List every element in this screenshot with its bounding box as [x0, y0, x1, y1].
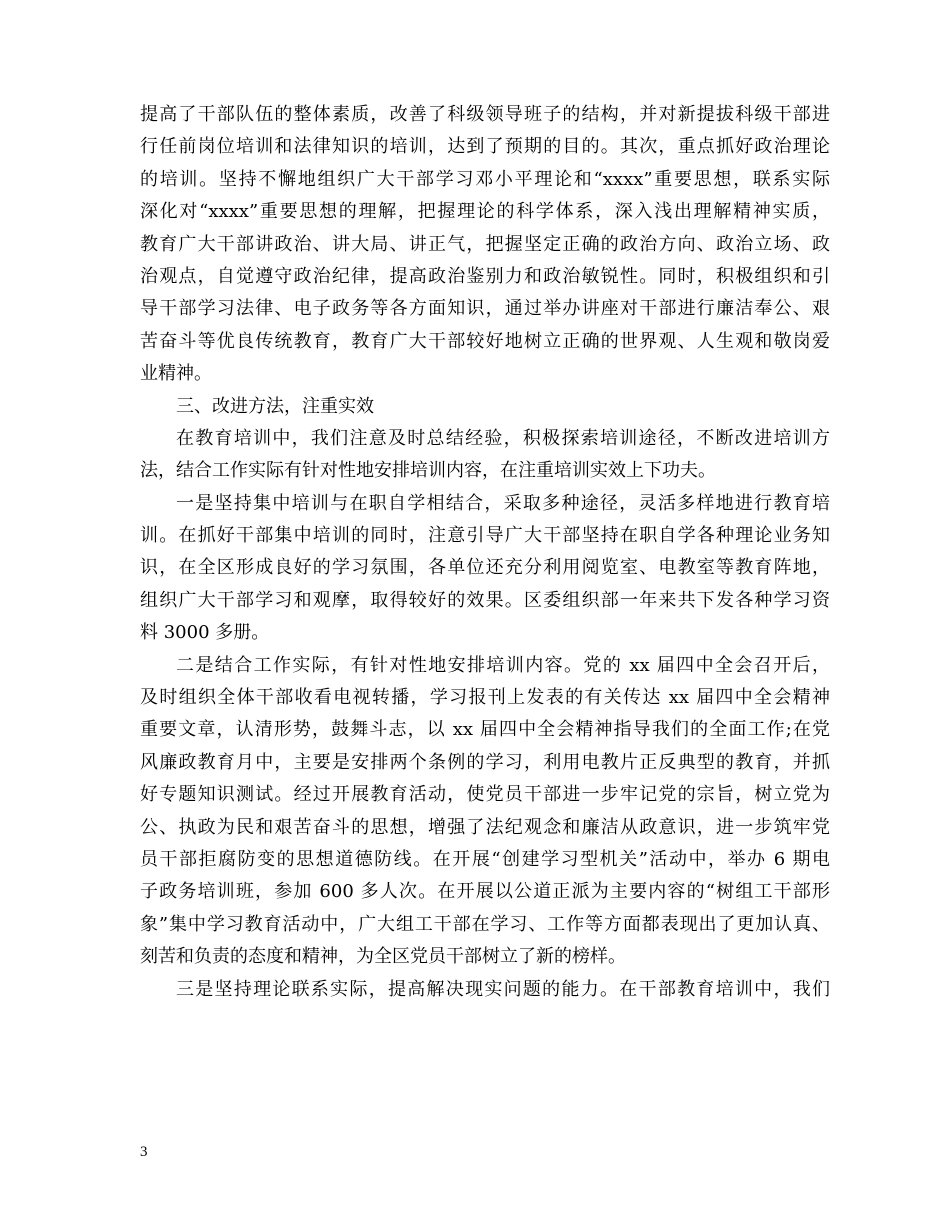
text-line: 公、执政为民和艰苦奋斗的思想，增强了法纪观念和廉洁从政意识，进一步筑牢党 — [140, 816, 830, 838]
text-line: 业精神。 — [140, 363, 212, 385]
text-line: 好专题知识测试。经过开展教育活动，使党员干部进一步牢记党的宗旨，树立党为 — [140, 784, 830, 806]
section-heading: 三、改进方法，注重实效 — [176, 395, 374, 417]
text-line: 二是结合工作实际，有针对性地安排培训内容。党的 xx 届四中全会召开后， — [176, 654, 830, 676]
text-line: 在教育培训中，我们注意及时总结经验，积极探索培训途径，不断改进培训方 — [176, 427, 830, 449]
text-line: 深化对“xxxx”重要思想的理解，把握理论的科学体系，深入浅出理解精神实质， — [140, 201, 830, 223]
text-line: 一是坚持集中培训与在职自学相结合，采取多种途径，灵活多样地进行教育培 — [176, 492, 830, 514]
text-line: 行任前岗位培训和法律知识的培训，达到了预期的目的。其次，重点抓好政治理论 — [140, 136, 830, 158]
page-number: 3 — [140, 1144, 148, 1160]
text-line: 料 3000 多册。 — [140, 622, 270, 644]
text-line: 提高了干部队伍的整体素质，改善了科级领导班子的结构，并对新提拔科级干部进 — [140, 104, 830, 125]
text-line: 组织广大干部学习和观摩，取得较好的效果。区委组织部一年来共下发各种学习资 — [140, 589, 830, 611]
text-line: 风廉政教育月中，主要是安排两个条例的学习，利用电教片正反典型的教育，并抓 — [140, 751, 830, 773]
text-line: 的培训。坚持不懈地组织广大干部学习邓小平理论和“xxxx”重要思想，联系实际 — [140, 168, 830, 190]
text-line: 治观点，自觉遵守政治纪律，提高政治鉴别力和政治敏锐性。同时，积极组织和引 — [140, 265, 830, 287]
text-line: 象”集中学习教育活动中，广大组工干部在学习、工作等方面都表现出了更加认真、 — [140, 913, 830, 935]
text-line: 训。在抓好干部集中培训的同时，注意引导广大干部坚持在职自学各种理论业务知 — [140, 525, 830, 547]
text-line: 导干部学习法律、电子政务等各方面知识，通过举办讲座对干部进行廉洁奉公、艰 — [140, 298, 830, 320]
text-line: 法，结合工作实际有针对性地安排培训内容，在注重培训实效上下功夫。 — [140, 460, 716, 482]
body-text — [140, 99, 830, 1006]
text-line: 识，在全区形成良好的学习氛围，各单位还充分利用阅览室、电教室等教育阵地， — [140, 557, 830, 579]
text-line: 教育广大干部讲政治、讲大局、讲正气，把握坚定正确的政治方向、政治立场、政 — [140, 233, 830, 255]
text-line: 刻苦和负责的态度和精神，为全区党员干部树立了新的榜样。 — [140, 946, 626, 968]
text-line: 及时组织全体干部收看电视转播，学习报刊上发表的有关传达 xx 届四中全会精神 — [140, 687, 830, 709]
text-line: 三是坚持理论联系实际，提高解决现实问题的能力。在干部教育培训中，我们 — [176, 978, 830, 1000]
text-line: 员干部拒腐防变的思想道德防线。在开展“创建学习型机关”活动中，举办 6 期电 — [140, 848, 830, 870]
text-line: 子政务培训班，参加 600 多人次。在开展以公道正派为主要内容的“树组工干部形 — [140, 881, 830, 903]
text-line: 苦奋斗等优良传统教育，教育广大干部较好地树立正确的世界观、人生观和敬岗爱 — [140, 330, 830, 352]
text-line: 重要文章，认清形势，鼓舞斗志，以 xx 届四中全会精神指导我们的全面工作;在党 — [140, 719, 830, 741]
